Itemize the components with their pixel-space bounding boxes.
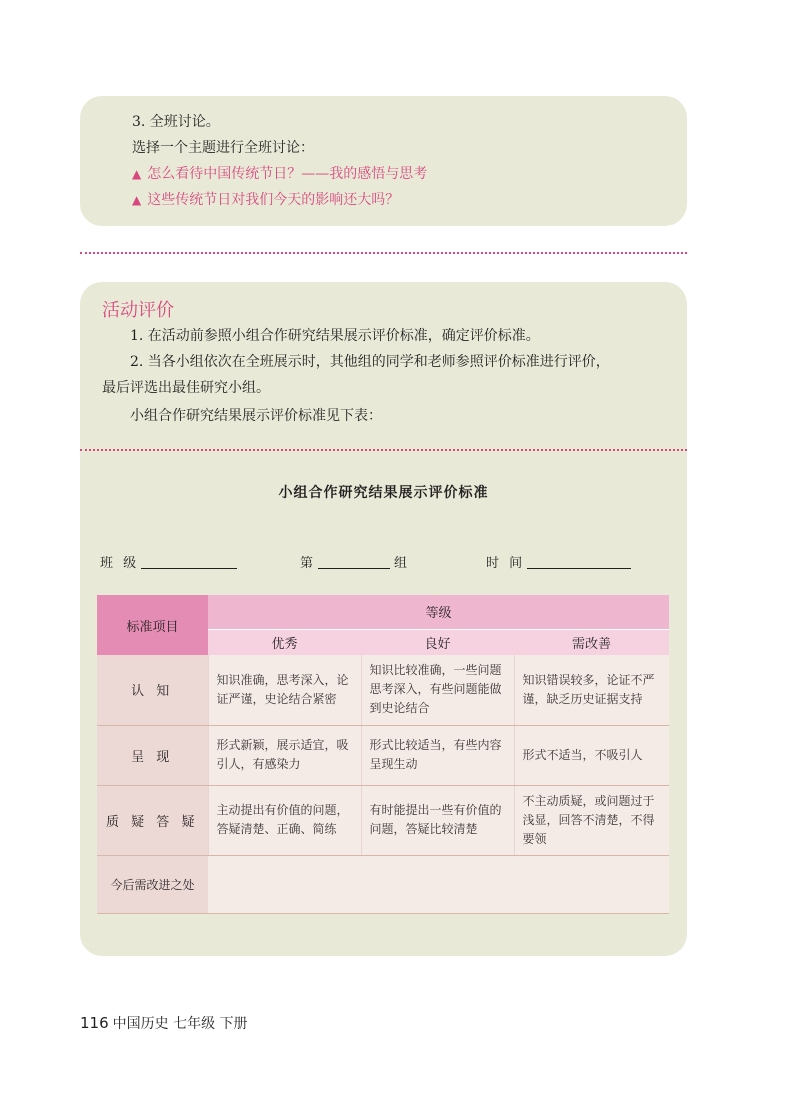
table-cell: 主动提出有价值的问题，答疑清楚、正确、简练 — [208, 785, 361, 855]
table-cell: 知识错误较多，论证不严谨，缺乏历史证据支持 — [514, 655, 669, 725]
table-row-improve — [97, 855, 669, 913]
table-row — [97, 785, 669, 855]
group-field: 第 组 — [300, 556, 411, 571]
page-number: 116 — [80, 1014, 109, 1032]
evaluation-box — [80, 282, 687, 956]
header-excellent: 优秀 — [208, 629, 361, 655]
discussion-step: 3. 全班讨论。 — [132, 114, 220, 130]
criteria-table — [97, 595, 669, 914]
table-cell: 知识比较准确，一些问题思考深入，有些问题能做到史论结合 — [361, 655, 514, 725]
header-good: 良好 — [361, 629, 514, 655]
table-cell: 形式比较适当，有些内容呈现生动 — [361, 725, 514, 785]
header-standard: 标准项目 — [97, 595, 208, 655]
section-divider — [80, 252, 687, 254]
table-title: 小组合作研究结果展示评价标准 — [278, 485, 489, 501]
class-field: 班 级 — [100, 552, 237, 571]
time-field: 时 间 — [486, 552, 631, 571]
class-blank — [141, 554, 237, 569]
table-row — [97, 655, 669, 725]
discussion-box — [80, 96, 687, 226]
evaluation-title: 活动评价 — [102, 300, 174, 321]
table-row — [97, 725, 669, 785]
header-level: 等级 — [208, 595, 669, 629]
table-cell: 形式新颖，展示适宜，吸引人，有感染力 — [208, 725, 361, 785]
table-cell: 有时能提出一些有价值的问题，答疑比较清楚 — [361, 785, 514, 855]
row-label: 认 知 — [97, 655, 208, 725]
row-label: 今后需改进之处 — [97, 855, 208, 913]
evaluation-item-2: 2. 当各小组依次在全班展示时，其他组的同学和老师参照评价标准进行评价， — [130, 354, 610, 370]
evaluation-item-1: 1. 在活动前参照小组合作研究结果展示评价标准，确定评价标准。 — [130, 328, 540, 344]
table-cell: 知识准确，思考深入，论证严谨，史论结合紧密 — [208, 655, 361, 725]
table-divider — [80, 449, 687, 451]
discussion-intro: 选择一个主题进行全班讨论： — [132, 140, 314, 156]
row-label: 质 疑 答 疑 — [97, 785, 208, 855]
header-needs-improvement: 需改善 — [514, 629, 669, 655]
discussion-topic-2: ▲ 这些传统节日对我们今天的影响还大吗？ — [132, 192, 400, 208]
evaluation-item-2-cont: 最后评选出最佳研究小组。 — [102, 380, 270, 396]
book-title: 中国历史 七年级 下册 — [112, 1016, 248, 1032]
group-blank — [318, 554, 390, 569]
discussion-topic-1: ▲ 怎么看待中国传统节日？——我的感悟与思考 — [132, 166, 428, 182]
table-cell: 不主动质疑，或问题过于浅显，回答不清楚，不得要领 — [514, 785, 669, 855]
evaluation-table-intro: 小组合作研究结果展示评价标准见下表： — [130, 408, 382, 424]
triangle-bullet-icon: ▲ — [132, 193, 142, 207]
improve-blank-cell — [208, 855, 669, 913]
time-blank — [527, 554, 631, 569]
table-cell: 形式不适当，不吸引人 — [514, 725, 669, 785]
page-footer — [80, 1013, 248, 1033]
triangle-bullet-icon: ▲ — [132, 167, 142, 181]
row-label: 呈 现 — [97, 725, 208, 785]
